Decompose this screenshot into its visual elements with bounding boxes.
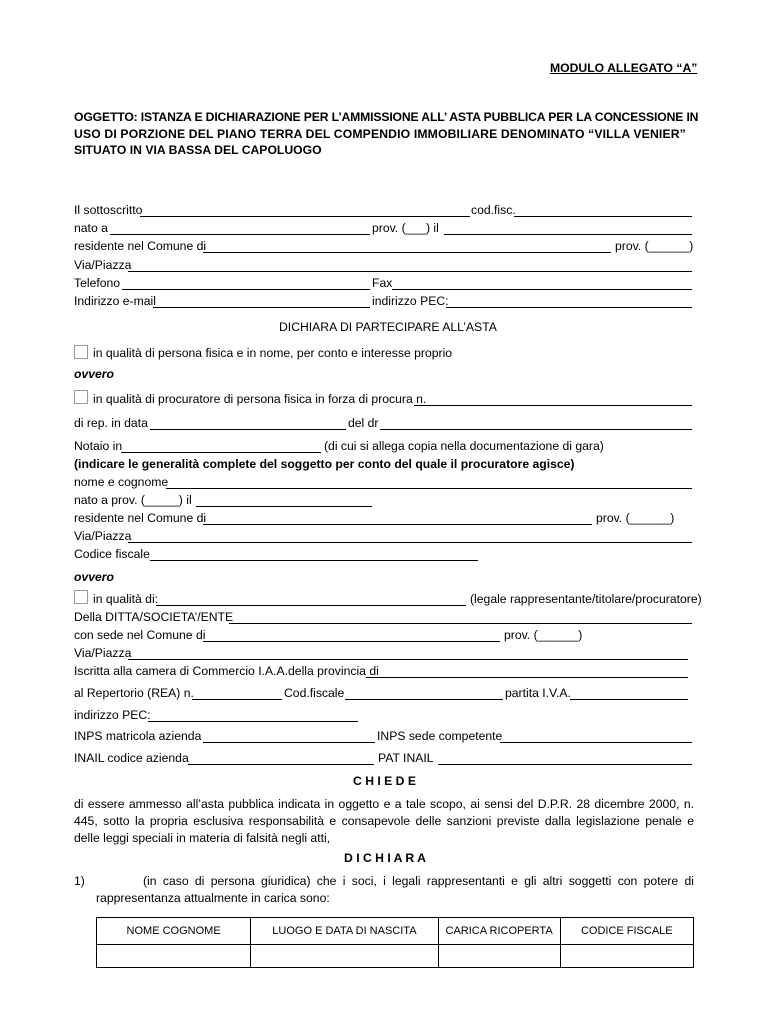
- field-inps-matricola[interactable]: [203, 742, 375, 743]
- field-qualita[interactable]: [156, 605, 466, 606]
- subject-line-2: USO DI PORZIONE DEL PIANO TERRA DEL COMPENDIO IMMOBILIARE DENOMINATO “VILLA VENIER”: [74, 127, 686, 141]
- col-nome-cognome: NOME COGNOME: [97, 918, 251, 945]
- item-text-line1: (in caso di persona giuridica) che i soci, i legali rappresentanti e gli altri soggetti con potere di: [143, 874, 694, 888]
- label-codice-fiscale: Codice fiscale: [74, 547, 150, 561]
- field-sottoscritto[interactable]: [140, 216, 470, 217]
- option-procuratore-label: in qualità di procuratore di persona fisica in forza di procura n.: [93, 392, 427, 406]
- qualita-note: (legale rappresentante/titolare/procuratore): [470, 592, 702, 606]
- field-camera[interactable]: [366, 677, 688, 678]
- col-carica: CARICA RICOPERTA: [438, 918, 560, 945]
- ovvero-1: ovvero: [74, 367, 114, 381]
- field-codfiscale-3[interactable]: [345, 699, 503, 700]
- label-sottoscritto: Il sottoscritto: [74, 203, 143, 217]
- label-via: Via/Piazza: [74, 258, 132, 272]
- indicare-note: (indicare le generalità complete del soggetto per conto del quale il procuratore agisce): [74, 457, 575, 471]
- dichiara-asta-heading: DICHIARA DI PARTECIPARE ALL’ASTA: [279, 320, 497, 334]
- field-via[interactable]: [128, 271, 692, 272]
- field-ditta[interactable]: [229, 623, 692, 624]
- label-inail-codice: INAIL codice azienda: [74, 751, 189, 765]
- soci-table: [96, 917, 694, 968]
- field-codfisc[interactable]: [514, 216, 692, 217]
- label-telefono: Telefono: [74, 276, 121, 290]
- ovvero-2: ovvero: [74, 570, 114, 584]
- label-nome-cognome: nome e cognome: [74, 475, 169, 489]
- cell-carica[interactable]: [438, 945, 560, 968]
- cell-luogo[interactable]: [251, 945, 438, 968]
- field-data-nascita[interactable]: [444, 234, 692, 235]
- label-ditta: Della DITTA/SOCIETA’/ENTE: [74, 610, 234, 624]
- label-notaio: Notaio in: [74, 439, 123, 453]
- label-camera: Iscritta alla camera di Commercio I.A.A.della provincia di: [74, 664, 379, 678]
- label-sede: con sede nel Comune di: [74, 628, 206, 642]
- field-residente[interactable]: [203, 252, 611, 253]
- label-rea: al Repertorio (REA) n.: [74, 686, 194, 700]
- label-prov-2: prov. (______): [596, 511, 675, 525]
- dichiara-heading: D I C H I A R A: [344, 851, 426, 865]
- field-inps-sede[interactable]: [500, 742, 692, 743]
- label-email: Indirizzo e-mail: [74, 294, 156, 308]
- chiede-text: di essere ammesso all’asta pubblica indicata in oggetto e a tale scopo, ai sensi del D.P.R. 28 dicembre 2000, n. 445, sotto la propria esclusiva responsabilità e consapevole delle sanzioni previste dalla legislazione penale e delle leggi speciali in materia di falsità negli atti,: [74, 797, 694, 845]
- label-del-dr: del dr: [348, 416, 379, 430]
- label-prov: prov. (______): [615, 239, 694, 253]
- label-via-3: Via/Piazza: [74, 646, 132, 660]
- chiede-heading: C H I E D E: [353, 774, 416, 788]
- field-via-2[interactable]: [128, 542, 692, 543]
- label-codfisc: cod.fisc.: [471, 203, 516, 217]
- item-text-line2: rappresentanza attualmente in carica sono:: [96, 891, 330, 905]
- col-luogo-data: LUOGO E DATA DI NASCITA: [251, 918, 438, 945]
- field-pat-inail[interactable]: [438, 764, 692, 765]
- col-codice-fiscale: CODICE FISCALE: [560, 918, 693, 945]
- field-nato-2[interactable]: [196, 506, 372, 507]
- module-title: MODULO ALLEGATO “A”: [550, 61, 698, 75]
- field-email[interactable]: [153, 307, 370, 308]
- label-nato-a-2: nato a prov. (_____) il: [74, 493, 192, 507]
- label-pat-inail: PAT INAIL: [378, 751, 434, 765]
- table-row: [97, 945, 694, 968]
- checkbox-persona-fisica[interactable]: [74, 345, 88, 359]
- label-prov-3: prov. (______): [504, 628, 583, 642]
- field-telefono[interactable]: [122, 289, 370, 290]
- item-number: 1): [74, 874, 85, 888]
- option-persona-fisica-label: in qualità di persona fisica e in nome, per conto e interesse proprio: [93, 346, 453, 360]
- checkbox-procuratore[interactable]: [74, 390, 88, 404]
- checkbox-qualita-di[interactable]: [74, 590, 88, 604]
- label-residente: residente nel Comune di: [74, 239, 207, 253]
- label-nato-a: nato a: [74, 221, 108, 235]
- field-pec[interactable]: [446, 307, 692, 308]
- label-fax: Fax: [372, 276, 393, 290]
- label-piva: partita I.V.A.: [505, 686, 571, 700]
- cell-nome[interactable]: [97, 945, 251, 968]
- field-sede[interactable]: [203, 641, 500, 642]
- field-rea[interactable]: [192, 699, 282, 700]
- label-rep-data: di rep. in data: [74, 416, 148, 430]
- cell-cf[interactable]: [560, 945, 693, 968]
- field-fax[interactable]: [392, 289, 692, 290]
- label-residente-2: residente nel Comune di: [74, 511, 207, 525]
- subject-line-1: OGGETTO: ISTANZA E DICHIARAZIONE PER L’AMMISSIONE ALL’ ASTA PUBBLICA PER LA CONCESSIONE IN: [74, 110, 699, 124]
- field-codice-fiscale[interactable]: [150, 560, 478, 561]
- label-inps-sede: INPS sede competente: [377, 729, 503, 743]
- field-rep-data[interactable]: [150, 429, 346, 430]
- field-notaio[interactable]: [121, 452, 321, 453]
- field-inail-codice[interactable]: [188, 764, 374, 765]
- label-via-2: Via/Piazza: [74, 529, 132, 543]
- field-via-3[interactable]: [128, 659, 688, 660]
- subject-line-3: SITUATO IN VIA BASSA DEL CAPOLUOGO: [74, 143, 322, 157]
- field-del-dr[interactable]: [380, 429, 692, 430]
- field-residente-2[interactable]: [203, 524, 592, 525]
- label-pec: indirizzo PEC:: [372, 294, 449, 308]
- label-codfiscale-3: Cod.fiscale: [284, 686, 345, 700]
- option-qualita-label: in qualità di:: [93, 592, 159, 606]
- field-nato-a[interactable]: [110, 234, 370, 235]
- label-prov-il: prov. (___) il: [372, 221, 439, 235]
- label-pec-3: indirizzo PEC:: [74, 708, 151, 722]
- notaio-note: (di cui si allega copia nella documentazione di gara): [324, 439, 604, 453]
- field-nome-cognome[interactable]: [166, 488, 692, 489]
- field-piva[interactable]: [570, 699, 688, 700]
- field-pec-3[interactable]: [148, 721, 358, 722]
- field-procura-n[interactable]: [414, 405, 692, 406]
- label-inps-matricola: INPS matricola azienda: [74, 729, 202, 743]
